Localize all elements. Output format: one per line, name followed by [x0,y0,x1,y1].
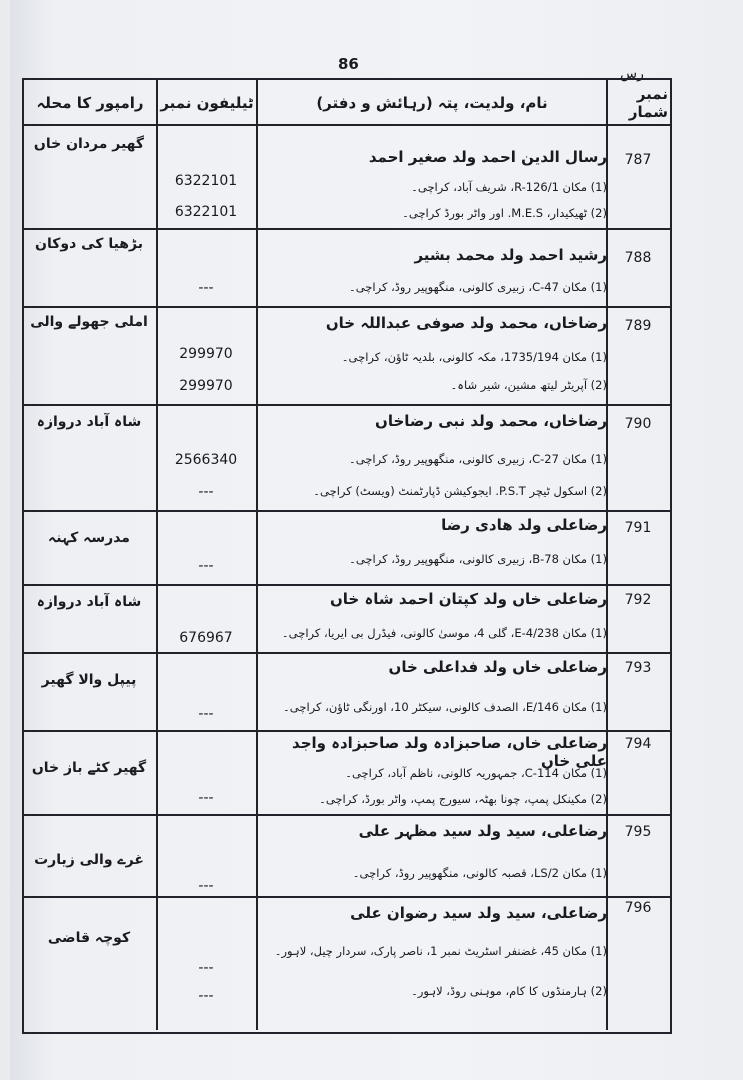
serial-number: 790 [624,416,652,432]
phone-number: --- [198,790,214,806]
serial-number: 788 [624,250,652,266]
phone-number: 676967 [179,630,233,646]
person-name: رشید احمد ولد محمد بشیر [414,246,607,264]
person-name: رضاعلی خاں، صاحبزادہ ولد صاحبزادہ واجد علی خاں [292,734,607,770]
mohalla-name: غرے والی زیارت [34,852,144,868]
address-line: (1) مکان C-47، زبیری کالونی، منگھوپیر روڈ، کراچی۔ [348,280,607,294]
phone-number: --- [198,484,214,500]
header-divider [22,124,670,126]
address-line: (1) مکان E-4/238، گلی 4، موسیٰ کالونی، فیڈرل بی ایریا، کراچی۔ [281,626,607,640]
phone-number: 2566340 [174,452,238,468]
mohalla-name: گھیر مردان خاں [33,136,145,152]
person-name: رضاعلی خاں ولد کپتان احمد شاہ خاں [329,590,607,608]
address-line: (1) مکان 45، غضنفر اسٹریٹ نمبر 1، ناصر پارک، سردار چیل، لاہور۔ [274,944,607,958]
address-line: (2) ٹھیکیدار، M.E.S. اور واٹر بورڈ کراچی۔ [402,206,607,220]
phone-number: --- [198,706,214,722]
mohalla-name: گھیر کٹے باز خاں [31,760,147,776]
mohalla-name: بڑھیا کی دوکان [35,236,143,252]
phone-number: 6322101 [174,173,238,189]
person-name: رضاعلی، سید ولد سید مظہر علی [358,822,607,840]
row-divider [22,510,670,512]
address-line: (1) مکان C-27، زبیری کالونی، منگھوپیر روڈ، کراچی۔ [348,452,607,466]
mohalla-name: کوچہ قاضی [47,930,131,946]
person-name: رضاخاں، محمد ولد نبی رضاخاں [375,412,607,430]
mohalla-name: مدرسہ کہنہ [48,530,130,546]
serial-number: 794 [624,736,652,752]
mohalla-name: شاہ آباد دروازہ [36,594,142,610]
address-line: (1) مکان 1735/194، مکہ کالونی، بلدیہ ٹاؤن، کراچی۔ [341,350,607,364]
phone-number: 6322101 [174,204,238,220]
address-line: (1) مکان E/146، الصدف کالونی، سیکٹر 10، اورنگی ٹاؤن، کراچی۔ [283,700,607,714]
mohalla-name: املی جھولے والی [30,314,148,330]
header-phone: ٹیلیفون نمبر [160,94,254,112]
address-line: (2) مکینکل پمپ، چونا بھٹہ، سیورج پمپ، واٹر بورڈ، کراچی۔ [319,792,607,806]
phone-number: --- [198,558,214,574]
phone-number: --- [198,280,214,296]
person-name: رضاخاں، محمد ولد صوفی عبداللہ خاں [325,314,607,332]
row-divider [22,306,670,308]
address-line: (2) ہارمنڈوں کا کام، موہنی روڈ، لاہور۔ [411,984,607,998]
letter-code: رس [620,66,644,82]
mohalla-name: شاہ آباد دروازہ [36,414,142,430]
header-serial: نمبر شمار [628,85,668,121]
header-mohalla: رامپور کا محلہ [36,94,144,112]
phone-number: --- [198,878,214,894]
phone-number: --- [198,988,214,1004]
person-name: رضاعلی خاں ولد فداعلی خاں [388,658,607,676]
person-name: رضاعلی، سید ولد سید رضوان علی [350,904,607,922]
serial-number: 793 [624,660,652,676]
row-divider [22,652,670,654]
header-name-address: نام، ولدیت، پتہ (رہائش و دفتر) [316,94,548,112]
row-divider [22,730,670,732]
serial-number: 795 [624,824,652,840]
mohalla-name: پیپل والا گھیر [41,672,137,688]
address-line: (2) اسکول ٹیچر P.S.T. ایجوکیشن ڈپارٹمنٹ (ویسٹ) کراچی۔ [313,484,607,498]
column-divider [256,80,258,1030]
address-line: (2) آپریٹر لیتھ مشین، شیر شاہ۔ [450,378,607,392]
phone-number: --- [198,960,214,976]
person-name: رضاعلی ولد ھادی رضا [441,516,607,534]
phone-number: 299970 [179,378,233,394]
phone-number: 299970 [179,346,233,362]
row-divider [22,404,670,406]
address-line: (1) مکان B-78، زبیری کالونی، منگھوپیر روڈ، کراچی۔ [349,552,607,566]
serial-number: 787 [624,152,652,168]
row-divider [22,228,670,230]
address-line: (1) مکان R-126/1، شریف آباد، کراچی۔ [411,180,607,194]
serial-number: 792 [624,592,652,608]
row-divider [22,814,670,816]
address-line: (1) مکان LS/2، قصبہ کالونی، منگھوپیر روڈ، کراچی۔ [352,866,607,880]
serial-number: 796 [624,900,652,916]
person-name: رسال الدین احمد ولد صغیر احمد [368,148,607,166]
serial-number: 791 [624,520,652,536]
address-line: (1) مکان C-114، جمہوریہ کالونی، ناظم آباد، کراچی۔ [345,766,607,780]
row-divider [22,896,670,898]
serial-number: 789 [624,318,652,334]
column-divider [156,80,158,1030]
page-number: 86 [338,55,359,73]
row-divider [22,584,670,586]
